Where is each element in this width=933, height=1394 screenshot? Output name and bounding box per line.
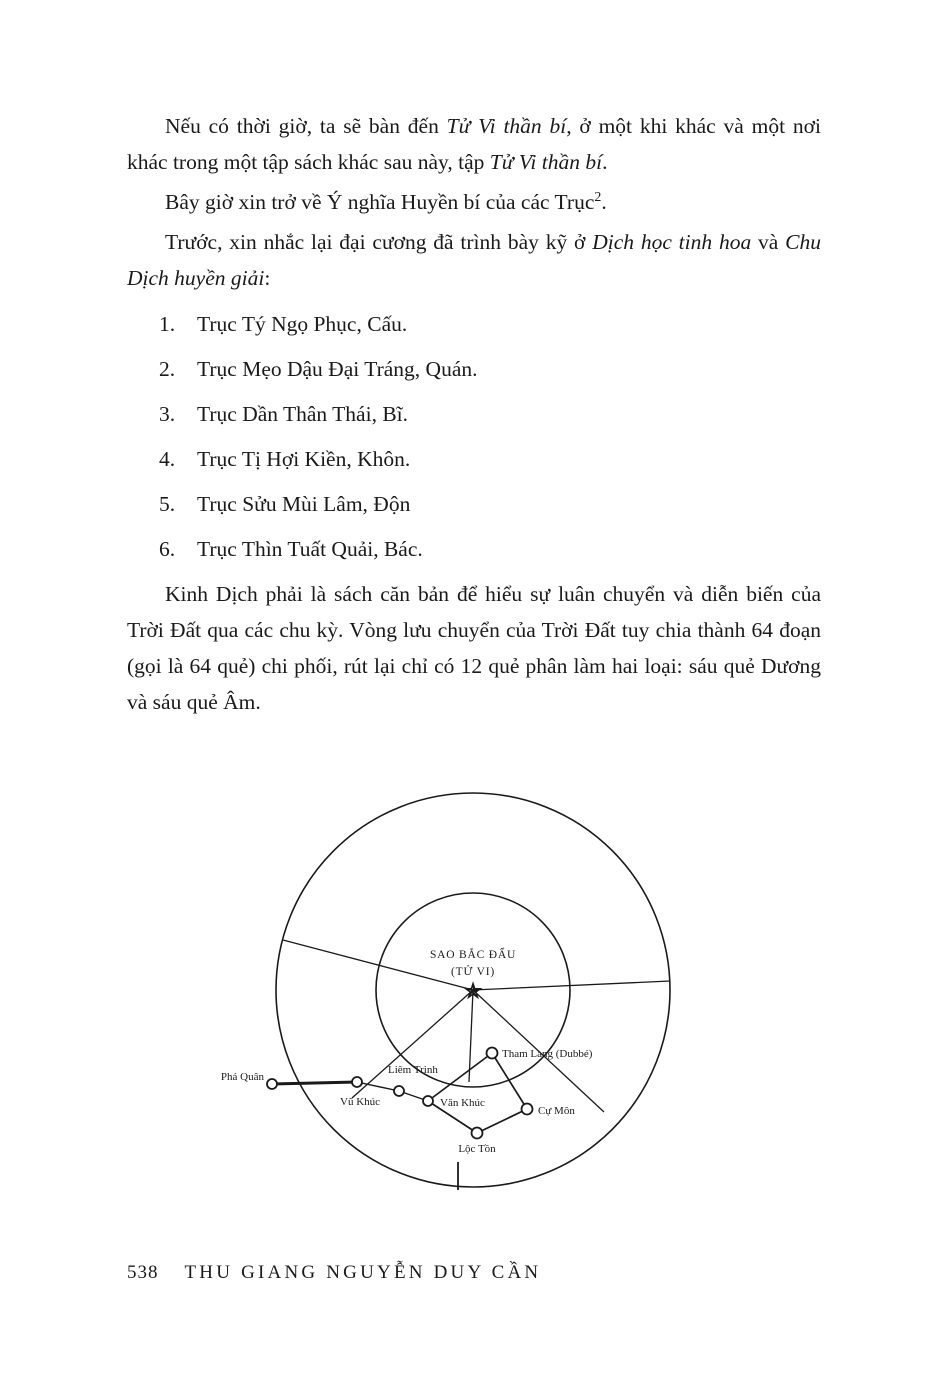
list-item-label: Trục Mẹo Dậu Đại Tráng, Quán.	[197, 357, 478, 381]
big-dipper-diagram	[0, 760, 933, 1220]
star-node-tham-lang	[487, 1048, 498, 1059]
list-item-label: Trục Dần Thân Thái, Bĩ.	[197, 402, 409, 426]
star-node-loc-ton	[472, 1128, 483, 1139]
radial-line-right	[473, 981, 670, 990]
footer-author-name: THU GIANG NGUYỄN DUY CẦN	[184, 1262, 542, 1283]
list-item-number: 2.	[159, 357, 176, 381]
star-label-vu-khuc: Vũ Khúc	[340, 1096, 381, 1108]
paragraph-3-text-c: :	[264, 266, 271, 290]
star-label-liem-trinh: Liêm Trinh	[388, 1064, 438, 1076]
list-item-number: 4.	[159, 447, 176, 471]
segment-van-khuc-tham-lang	[428, 1053, 492, 1101]
footnote-marker-2: 2	[594, 189, 602, 205]
polaris-star-icon: ✯	[464, 979, 482, 1003]
star-label-van-khuc: Văn Khúc	[440, 1097, 485, 1109]
diagram-center-title-line2: (TỬ VI)	[450, 966, 496, 978]
page-body-text	[127, 108, 821, 724]
paragraph-1-italic-2: Tử Vi thần bí	[489, 150, 603, 174]
paragraph-2-text-a: Bây giờ xin trở về Ý nghĩa Huyền bí của các Trục	[165, 190, 595, 214]
paragraph-3-text-a: Trước, xin nhắc lại đại cương đã trình bày kỹ ở	[165, 230, 593, 254]
list-item-number: 5.	[159, 492, 176, 516]
list-item-label: Trục Tị Hợi Kiền, Khôn.	[197, 447, 411, 471]
paragraph-1-italic-1: Tử Vi thần bí	[446, 114, 567, 138]
list-item	[127, 392, 821, 437]
list-item-number: 3.	[159, 402, 176, 426]
star-label-pha-quan: Phá Quân	[220, 1071, 264, 1083]
diagram-center-title-line1: SAO BẮC ĐẨU	[429, 949, 517, 961]
list-item-label: Trục Sửu Mùi Lâm, Độn	[197, 492, 411, 516]
list-item	[127, 437, 821, 482]
star-label-loc-ton: Lộc Tồn	[458, 1143, 496, 1155]
star-label-cu-mon: Cự Môn	[538, 1105, 575, 1117]
segment-tham-lang-cu-mon	[492, 1053, 527, 1109]
list-item-label: Trục Tý Ngọ Phục, Cấu.	[197, 312, 408, 336]
paragraph-1	[127, 108, 821, 180]
page-number: 538	[127, 1262, 159, 1283]
paragraph-2	[127, 184, 821, 220]
star-node-vu-khuc	[352, 1077, 362, 1087]
paragraph-3-italic-2: Chu Dịch huyền giải	[127, 230, 821, 290]
paragraph-1-text-b: , ở một khi khác và một nơi khác trong một tập sách khác sau này, tập	[127, 114, 821, 174]
paragraph-1-text-c: .	[602, 150, 608, 174]
list-item	[127, 482, 821, 527]
list-item	[127, 302, 821, 347]
segment-cu-mon-loc-ton	[477, 1109, 527, 1133]
star-label-tham-lang: Tham Lang (Dubbé)	[502, 1048, 593, 1060]
star-node-pha-quan	[267, 1079, 277, 1089]
list-item-label: Trục Thìn Tuất Quải, Bác.	[197, 537, 423, 561]
radial-line-upper-left	[283, 940, 473, 990]
paragraph-4: Kinh Dịch phải là sách căn bản để hiểu sự luân chuyển và diễn biến của Trời Đất qua các chu kỳ. Vòng lưu chuyển của Trời Đất tuy chia thành 64 đoạn (gọi là 64 quẻ) chi phối, rút lại chỉ có 12 quẻ phân làm hai loại: sáu quẻ Dương và sáu quẻ Âm.	[127, 582, 821, 714]
page-footer	[127, 1262, 827, 1284]
truc-list	[127, 302, 821, 572]
star-node-cu-mon	[522, 1104, 533, 1115]
list-item-number: 1.	[159, 312, 176, 336]
list-item-number: 6.	[159, 537, 176, 561]
segment-vu-khuc-liem-trinh	[357, 1082, 399, 1091]
paragraph-3-text-b: và	[751, 230, 786, 254]
paragraph-3-italic-1: Dịch học tinh hoa	[592, 230, 752, 254]
list-item	[127, 347, 821, 392]
paragraph-2-text-b: .	[601, 190, 607, 214]
star-node-van-khuc	[423, 1096, 433, 1106]
paragraph-3	[127, 224, 821, 296]
segment-pha-quan-vu-khuc	[272, 1082, 357, 1084]
star-node-liem-trinh	[394, 1086, 404, 1096]
list-item	[127, 527, 821, 572]
paragraph-1-text-a: Nếu có thời giờ, ta sẽ bàn đến	[165, 114, 447, 138]
